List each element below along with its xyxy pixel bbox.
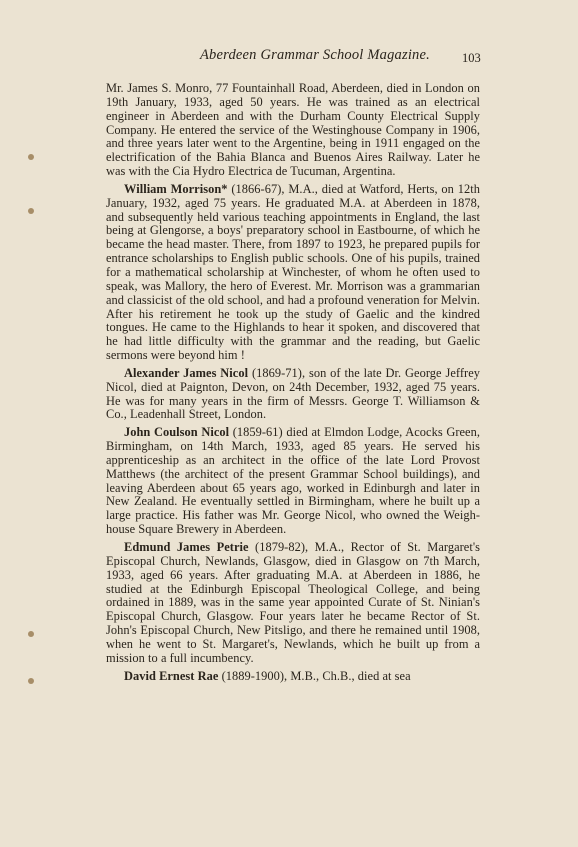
obituary-entry-morrison bbox=[106, 183, 480, 363]
entry-text: Mr. James S. Monro, 77 Fountainhall Road, Aberdeen, died in London on 19th January, 1933, aged 50 years. He was trained as an electrical engineer in Aberdeen and with the Durham County Electrical Supply Company. He entered the service of the Westinghouse Company in 1906, and three years later went to the Argentine, being in 1911 engaged on the electrification of the Bahia Blanca and Buenos Aires Railway. Later he was with the Cia Hydro Electrica de Tucuman, Argentina. bbox=[106, 81, 480, 179]
obituary-column bbox=[106, 82, 480, 683]
obituary-entry-petrie bbox=[106, 541, 480, 666]
entry-name: David Ernest Rae bbox=[124, 668, 219, 683]
binding-hole bbox=[28, 208, 34, 214]
entry-name: Edmund James Petrie bbox=[124, 540, 249, 554]
running-head bbox=[0, 47, 578, 67]
obituary-entry-j-nicol bbox=[106, 426, 480, 537]
obituary-entry-monro bbox=[106, 82, 480, 179]
binding-hole bbox=[28, 631, 34, 637]
obituary-entry-a-nicol bbox=[106, 367, 480, 422]
entry-text: (1889-1900), M.B., Ch.B., died at sea bbox=[218, 668, 411, 683]
entry-text: (1866-67), M.A., died at Watford, Herts, on 12th January, 1932, aged 75 years. He graduated M.A. at Aberdeen in 1878, and subsequently held various teaching appointments in England, the last being at Glengorse, a boys' preparatory school in Eastbourne, of which he became the head master. There, from 1897 to 1923, he prepared pupils for entrance scholarships to English public schools. One of his pupils, trained for a mathematical scholarship at Winchester, of whom he often used to speak, was Mallory, the hero of Everest. Mr. Morrison was a grammarian and classicist of the old school, and had a profound veneration for Melvin. After his retirement he took up the study of Gaelic and the kindred tongues. He came to the Highlands to hear it spoken, and discovered that he had little difficulty with the grammar and the reading, but Gaelic sermons were beyond him ! bbox=[106, 181, 480, 363]
entry-name: John Coulson Nicol bbox=[124, 425, 230, 440]
entry-name: Alexander James Nicol bbox=[124, 365, 249, 380]
entry-text: (1859-61) died at Elmdon Lodge, Acocks Green, Birmingham, on 14th March, 1933, aged 85 years. He served his apprenticeship as an architect in the office of the late Lord Provost Matthews (the architect of the present Grammar School buildings), and leaving Aberdeen about 65 years ago, worked in Edinburgh and later in New Zealand. He eventually settled in Birmingham, where he built up a large practice. His father was Mr. George Nicol, who owned the Weigh-house Square Brewery in Aberdeen. bbox=[106, 425, 480, 537]
binding-hole bbox=[28, 678, 34, 684]
page-number: 103 bbox=[462, 51, 481, 65]
entry-text: (1879-82), M.A., Rector of St. Margaret's Episcopal Church, Newlands, Glasgow, died in Glasgow on 7th March, 1933, aged 66 years. After graduating M.A. at Aberdeen in 1886, he studied at the Edinburgh Episcopal Theological College, and being ordained in 1889, was in the same year appointed Curate of St. Ninian's Episcopal Church, Glasgow. Four years later he became Rector of St. John's Episcopal Church, New Pitsligo, and there he remained until 1908, when he went to St. Margaret's, Newlands, which he built up from a mission to a full incumbency. bbox=[106, 540, 481, 665]
entry-text: (1869-71), son of the late Dr. George Jeffrey Nicol, died at Paignton, Devon, on 24th December, 1932, aged 75 years. He was for many years in the firm of Messrs. George T. Williamson & Co., Leadenhall Street, London. bbox=[106, 365, 480, 422]
binding-hole bbox=[28, 154, 34, 160]
journal-title: Aberdeen Grammar School Magazine. bbox=[200, 47, 430, 63]
obituary-entry-rae bbox=[106, 670, 480, 684]
entry-name: William Morrison* bbox=[124, 181, 228, 196]
